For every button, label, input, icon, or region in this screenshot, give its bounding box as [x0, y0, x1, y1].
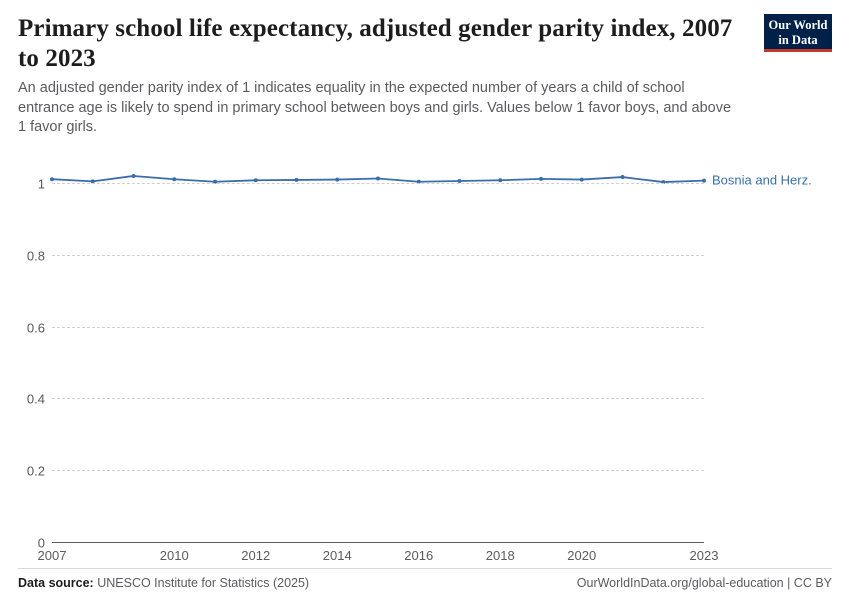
- series-point: [702, 178, 706, 182]
- series-point: [172, 177, 176, 181]
- y-axis-tick-label: 0.6: [26, 320, 45, 336]
- owid-logo[interactable]: [764, 14, 832, 52]
- series-point: [539, 177, 543, 181]
- series-point: [50, 177, 54, 181]
- y-axis-tick-label: 0.2: [26, 463, 45, 479]
- gridline: [26, 320, 704, 336]
- data-source: [18, 576, 309, 590]
- x-axis-tick-label: 2018: [485, 547, 515, 563]
- y-axis-tick-label: 0.4: [26, 391, 45, 407]
- x-axis-tick-label: 2012: [241, 547, 271, 563]
- x-axis-tick-label: 2007: [37, 547, 67, 563]
- y-axis-tick-label: 0: [37, 535, 45, 551]
- plot-region[interactable]: [26, 162, 832, 551]
- series-point: [580, 177, 584, 181]
- series-end-label[interactable]: Bosnia and Herz.: [712, 172, 812, 188]
- series-point: [335, 177, 339, 181]
- chart-subtitle: An adjusted gender parity index of 1 indicates equality in the expected number of years a child of school entrance age is likely to spend in primary school between boys and girls. Values below 1 favor boys, and above 1 favor girls.: [18, 80, 732, 136]
- chart-area: [18, 152, 832, 572]
- chart-footer: [18, 568, 832, 590]
- gridline: [26, 391, 704, 407]
- series-point: [295, 178, 299, 182]
- x-axis-tick-label: 2014: [322, 547, 352, 563]
- series-point: [376, 176, 380, 180]
- x-axis-tick-label: 2023: [689, 547, 719, 563]
- x-axis-tick-label: 2010: [159, 547, 189, 563]
- gridline: [37, 176, 704, 192]
- owid-logo-line1: Our World: [768, 18, 828, 32]
- y-axis-tick-label: 1: [37, 176, 45, 192]
- data-source-value: UNESCO Institute for Statistics (2025): [97, 576, 310, 590]
- page-title: Primary school life expectancy, adjusted gender parity index, 2007 to 2023: [18, 15, 733, 72]
- series-point: [132, 174, 136, 178]
- gridline: [26, 463, 704, 479]
- attribution: OurWorldInData.org/global-education | CC BY: [576, 576, 832, 590]
- x-axis-tick-label: 2020: [567, 547, 597, 563]
- x-axis-tick-label: 2016: [404, 547, 434, 563]
- series-point: [458, 179, 462, 183]
- y-axis-tick-label: 0.8: [26, 248, 45, 264]
- data-source-label: Data source:: [18, 576, 94, 590]
- line-series-svg: [52, 162, 832, 542]
- gridline: [37, 535, 704, 551]
- series-point: [498, 178, 502, 182]
- series-point: [254, 178, 258, 182]
- chart-header: [18, 14, 832, 138]
- gridline: [26, 248, 704, 264]
- owid-logo-line2: in Data: [778, 32, 818, 47]
- series-point: [621, 175, 625, 179]
